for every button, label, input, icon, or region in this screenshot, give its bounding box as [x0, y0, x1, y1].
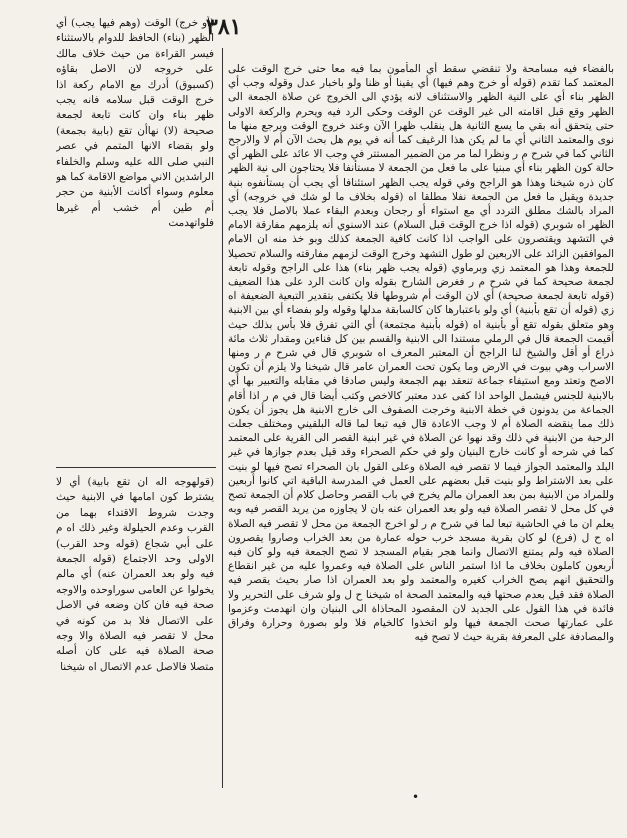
- margin-divider: [56, 467, 216, 468]
- main-text: بالفضاء فيه مسامحة ولا تنقضي سقط أي المأمون بما فيه معا حتى خرج الوقت على المعتمد كما تقدم (قوله أو خرج وهم فيها) أي يقينا أو ظنا ولو باخبار عدل وقوله وجب أي الظهر بناء أي على النية الظهر والاستئناف لانه يؤدي الى الخروج عن صلاة الجمعة الى الظهر وقع قبل اقامته الى غير الوقت عن الوقت وحكى الرد فيه ويحرم والركعة الاولى حتى يتحقق أنه بقي ما يسع الثانية هل ينقلب ظهرا الآن وعند خروج الوقت ويرجع منها ما نوى والمعتمد الثاني أي ما لم يكن هذا الرغيف كما أنه في يوم هل بحث الآن أم لا والارجح الثاني كما في شرح م ر ونظرا لما مر من الضمير المستتر في وجب الا عائد على الظهر أي حالة كون الظهر بناء أي مبنيا على ما فعل من الجمعة لا مستأنفا فلا يحتاجون الى نية الظهر كان ذره شيخنا وهذا هو الراجح وفي قوله يجب الظهر استئنافا أي يجب أن يستأنفوه بنية جديدة ويقبل ما فعل من الجمعة نفلا مطلقا اه (قوله بخلاف ما لو شك في خروجه) أي المراد بالشك مطلق التردد أي مع استواء أو رجحان وبعدم البقاء عملا بالاصل فلا يجب الظهر اه شوبري (قوله اذا خرج الوقت قبل السلام) عند الاسنوي أنه يلزمهم مفارقة الامام في التشهد ويقتصرون على الواجب اذا كانت كافية الجمعة كذلك وبو خذ منه ان الامام الموافقين الزائد على الاربعين لو طول التشهد وخرج الوقت لزمهم مفارقته والسلام تحصيلا للجمعة وهذا هو المعتمد زي وبرماوي (قوله يجب ظهر بناء) هذا على الراجح وقوله تابعة لجمعة صحيحة كما في شرح م ر فغرض الشارح بقوله وان كانت الرد على هذا الضعيف (قوله تابعة لجمعة صحيحة) أي لان الوقت أم شروطها فلا يكتفى بتقدير التبعية الضعيفة اه زي (قوله أن تقع بأبنية) أي ولو باعتبارها كان كالسابقة مدلها وقوله ولو بفضاء أي بين الابنية وهو متعلق بقوله تقع أو بأبنية اه (قوله بأبنية مجتمعة) أي التي تفرق فلا بأس بذلك حيث أقيمت الجمعة قال في الرملي مستندا الى الابنية والقسم بين كل فناءين ومقدار ثلاث مائة ذراع أو أقل والشيخ لنا الراجح أن المعتبر المعرف اه شوبري قال في شرح م ر ومنها الاسراب وهي بيوت في الارض وما يكون تحت العمران عامر قال شيخنا ولا يلزم أن تكون الاصح وتعتد ومع استيفاء جماعة تنعقد بهم الجمعة وليس صادقا في مقابله والتعبير بها أي بالابنية للجنس فيشمل الواحد اذا كفى عدد معتبر كالاخص وكتب أيضا قال في م ر اذا أقام الجماعة من يدونون في خطة الابنية وخرجت الصفوف الى خارج الابنية هل يجوز أن يكون ذلك مما ينقضه الصلاة أم لا وجب الاعادة قال فيه تبعا لما قاله البلقيني ومختلف جعلت الرحبة من الابنية في ذلك وقد نهوا عن الصلاة في غير ابنية القصر الى القرية على المعتمد كما في شرحه أو كانت خارج البنيان ولو في حكم الصحراء وقد قيل بعدم جوازها في غير البلد والمعتمد الجواز فيما لا تقصر فيه الصلاة وعلى القول بان الصحراء تصح فيها لو بنيت على بعد الاشتراط ولو بنيت قبل بعضهم على العمل في المدرسة الباقية اتي كانوا أربعين وللمراد من الابنية بمن بعد العمران مالم يخرج في باب القصر وحاصل كلام أن الجمعة تصح في كل محل لا تقصر الصلاة فيه ولو بعد العمران عنه بان لا يجاوزه من يريد القصر فيه وبه يعلم ان ما في الحاشية تبعا لما في شرح م ر لو اخرج الجمعة من محل لا تقصر فيه الصلاة اه ح ل (فرع) لو كان بقرية مسجد خرب حوله عمارة من بعد الخراب وصاروا يقصرون الصلاة فيه ولم يمتنع الاتصال وانما هجر بقيام المسجد لا تصح الجمعة فيه ولو كان فيه أربعون كاملون بخلاف ما اذا استمر الناس على الصلاة فيه وعمروا عليه من غير انقطاع والتحقيق انهم يصح الخراب كغيره والمعتمد ولو بعد العمران اذا صار بحيث يقصر فيه الصلاة فقد قيل بعدم صحتها فيه والمعتمد الصحة اه شيخنا ح ل ولو شرف على التحرير ولا فائدة في هذا القول على الجديد لان المقصود المحاذاة الى البنيان وان انهدمت وعزموا على عمارتها صحت الجمعة فيها ولو اتخذوا كالخيام فلا ولو بصورة وحرارة وفراق والمصادفة على المعرفة بقرية حيث لا تصح فيه: [228, 63, 614, 644]
- main-commentary: [228, 62, 614, 780]
- margin-text-bottom: (قولهوجه اله ان تقع بابية) أي لا يشترط كون امامها في الابنية حيث وجدت شروط الاقتداء بهما من القرب وعدم الحيلولة وغير ذلك اه م على أبي شجاع (قوله وحد القرب) الاولى وحد الاجتماع (قوله الجمعة فيه ولو بعد العمران عنه) أي مالم يخولوا عن العامى سوراوحده والاوجه صحة فيه فان كان وضعه في الاصل على الاتصال فلا بد من كونه في محل لا تقصر فيه الصلاة والا وجه صحة الصلاة فيه على كان أصله متصلا فالاصل عدم الاتصال اه شيخنا: [56, 476, 214, 673]
- column-divider: [222, 48, 223, 788]
- footer-mark: •: [412, 790, 420, 804]
- page-number: ٣٨١: [206, 14, 242, 40]
- margin-commentary-bottom: [56, 475, 214, 815]
- margin-text-top: (أو خرج) الوقت (وهم فيها يجب) أي الظهر (بناء) الحافظ للدوام بالاستثناء فيسر القراءة من حيث خلاف مالك على خروجه لان الاصل بقاؤه (كسبوق) أدرك مع الامام ركعة اذا خرج الوقت قبل سلامه فانه يجب ظهر بناء وان كانت تابعة لجمعة صحيحة (لا) نهاأن تقع (بابية بجمعة) ولو بقضاء الانها المتمم في عصر النبي صلى الله عليه وسلم والخلفاء الراشدين الاني مواضع الاقامة كما هو معلوم وسواء أكانت الأبنية من حجر أم طين أم خشب أم غيرها فلواتهدمت: [56, 17, 214, 230]
- margin-commentary-top: [56, 16, 214, 460]
